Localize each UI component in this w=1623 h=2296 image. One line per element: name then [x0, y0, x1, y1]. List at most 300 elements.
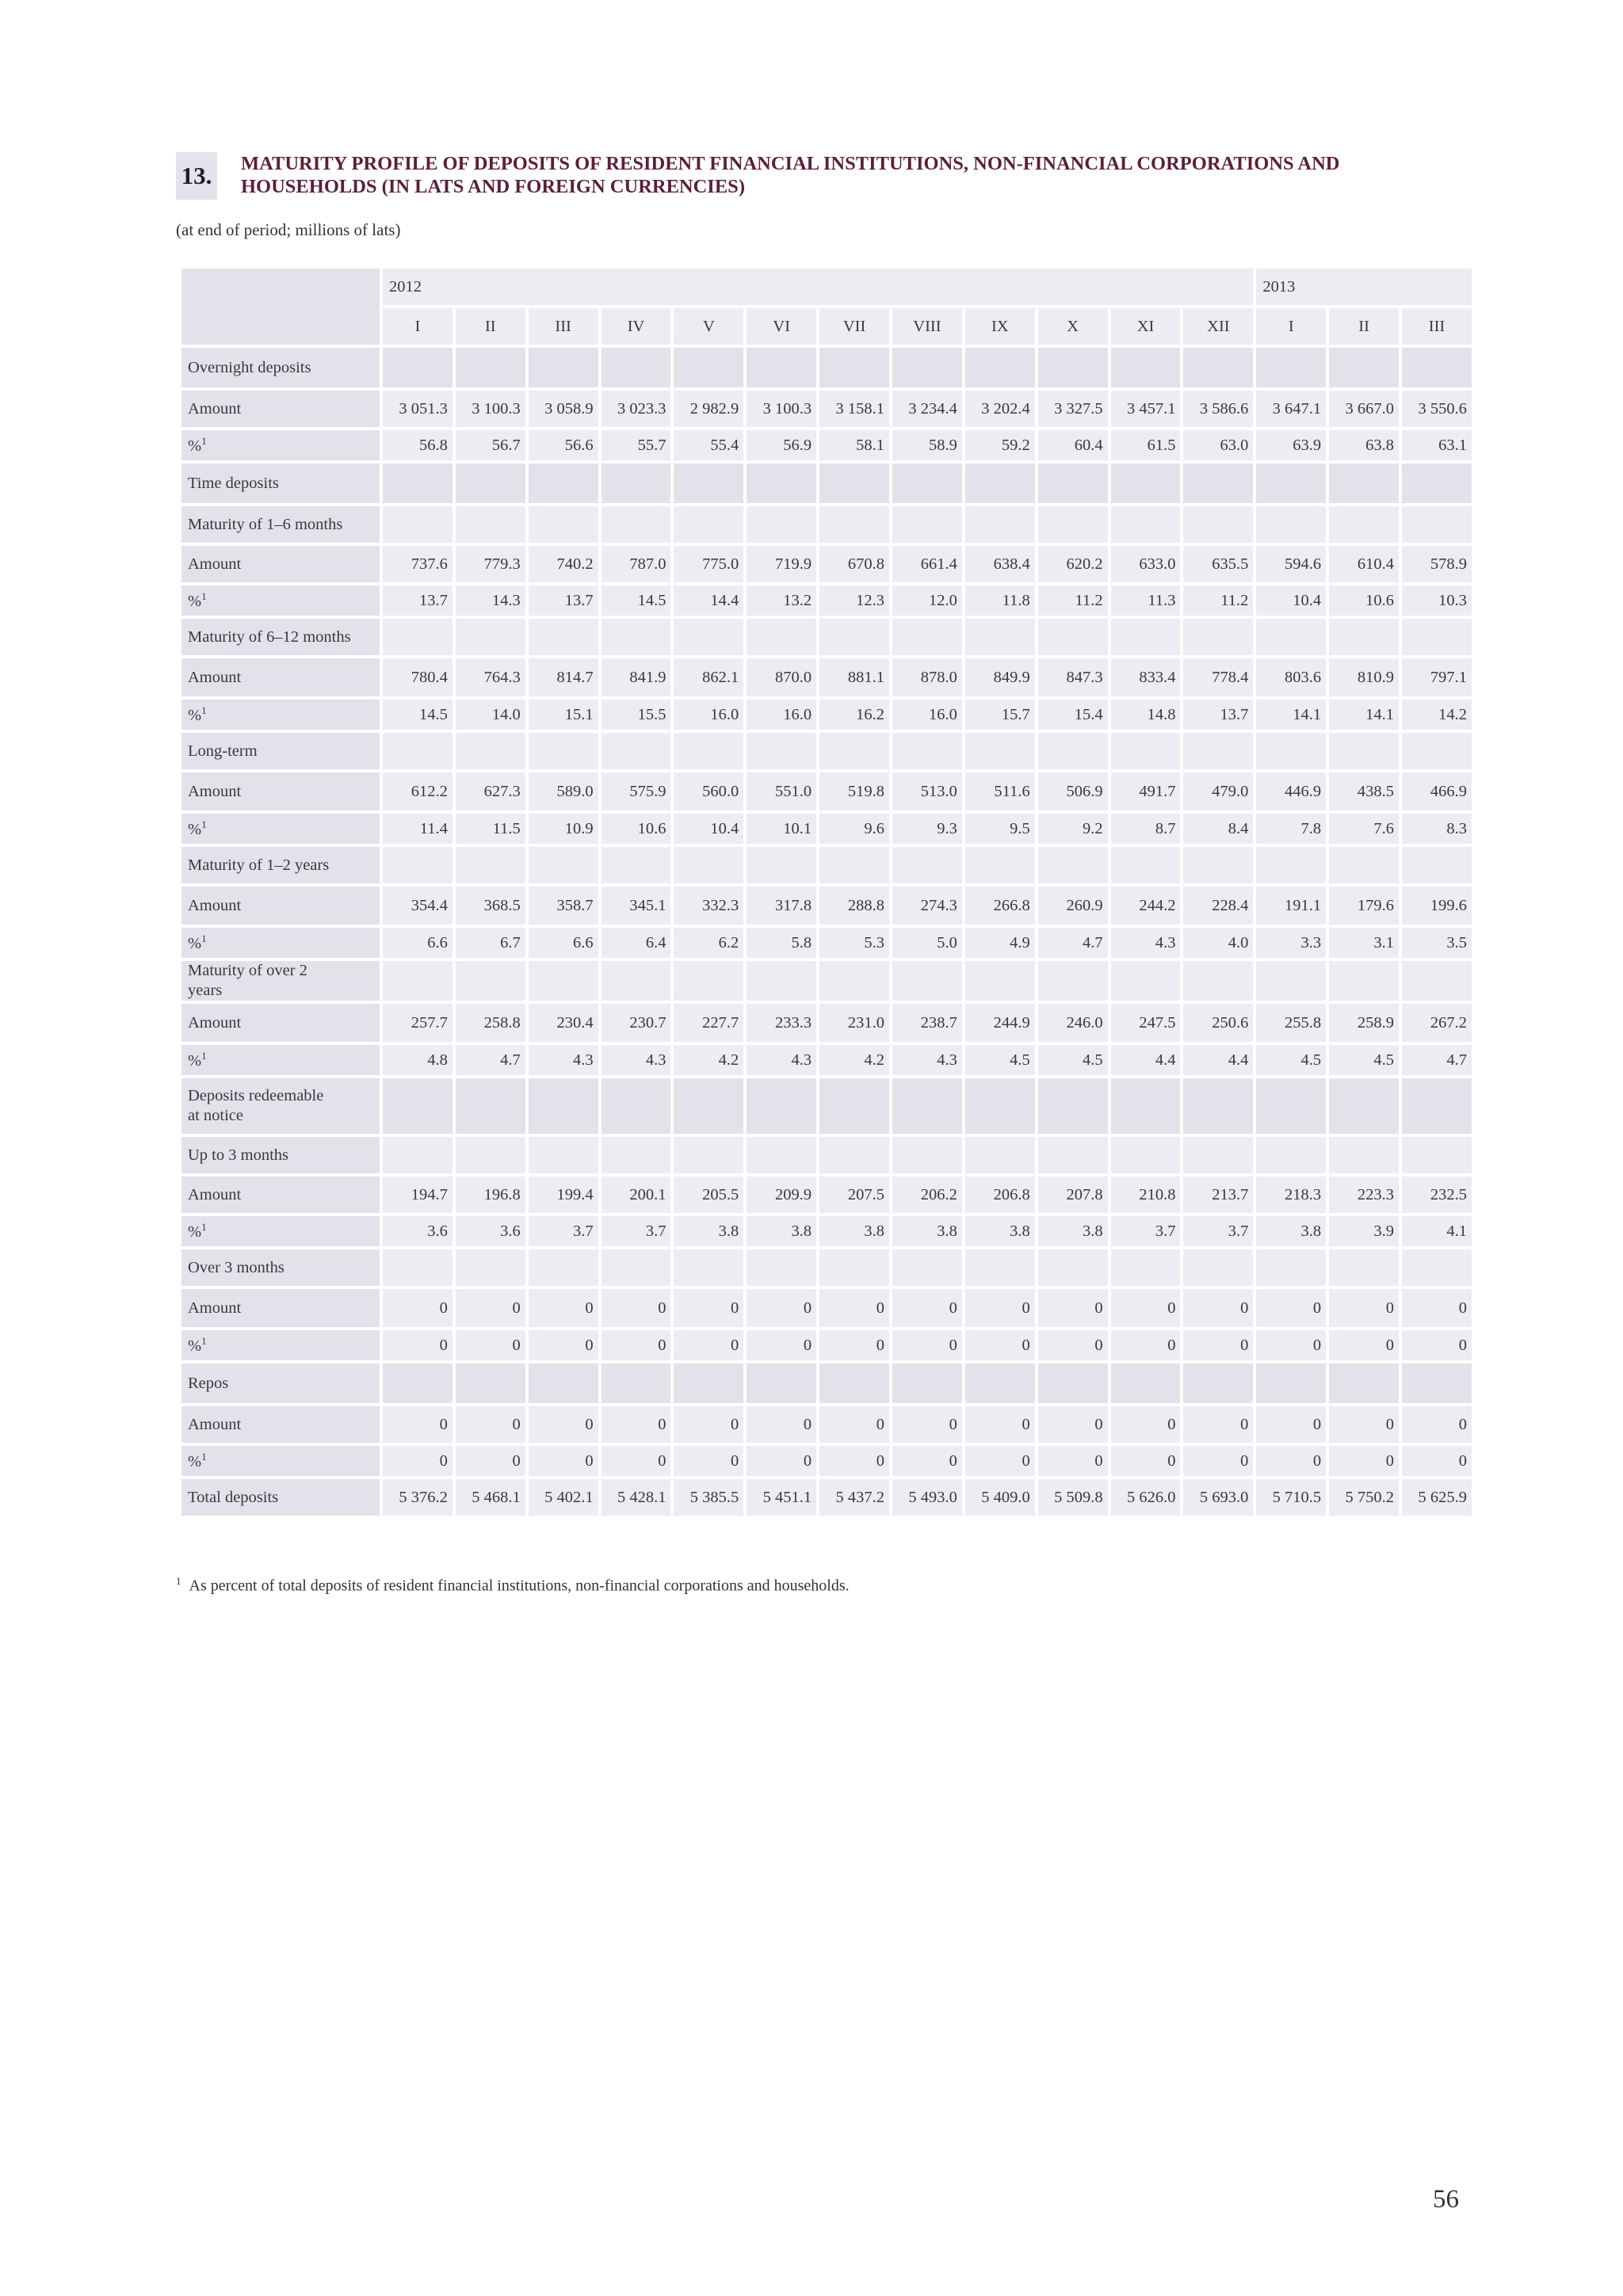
value-cell: 0 [1111, 1330, 1181, 1360]
value-cell [383, 1363, 453, 1403]
value-cell: 4.2 [674, 1045, 743, 1075]
row-label-text: % [188, 1051, 202, 1070]
value-cell: 3.8 [1038, 1216, 1108, 1246]
value-cell: 0 [1329, 1330, 1399, 1360]
value-cell [1183, 348, 1253, 387]
value-cell: 4.1 [1402, 1216, 1472, 1246]
value-cell: 205.5 [674, 1177, 743, 1213]
footnote-ref: 1 [201, 704, 207, 717]
value-cell: 0 [892, 1330, 962, 1360]
value-cell: 3.8 [747, 1216, 816, 1246]
value-cell [529, 506, 598, 543]
value-cell: 11.5 [456, 814, 525, 844]
value-cell [601, 348, 671, 387]
value-cell: 511.6 [965, 772, 1035, 810]
value-cell: 0 [1038, 1406, 1108, 1443]
value-cell: 332.3 [674, 887, 743, 925]
value-cell: 5 428.1 [601, 1479, 671, 1516]
value-cell: 0 [383, 1330, 453, 1360]
value-cell: 0 [601, 1289, 671, 1327]
row-label [181, 1446, 380, 1476]
value-cell [1402, 1249, 1472, 1286]
value-cell: 4.8 [383, 1045, 453, 1075]
value-cell: 179.6 [1329, 887, 1399, 925]
value-cell: 3.7 [1111, 1216, 1181, 1246]
table-row [181, 1216, 1472, 1246]
value-cell: 0 [601, 1406, 671, 1443]
footnote-ref: 1 [201, 1451, 207, 1463]
value-cell: 627.3 [456, 772, 525, 810]
footnote-ref: 1 [201, 435, 207, 448]
table-subtitle: (at end of period; millions of lats) [176, 220, 401, 239]
value-cell: 191.1 [1256, 887, 1326, 925]
value-cell [1256, 847, 1326, 883]
value-cell: 16.0 [892, 700, 962, 730]
row-label [181, 1330, 380, 1360]
value-cell [747, 847, 816, 883]
value-cell [892, 847, 962, 883]
value-cell: 0 [383, 1406, 453, 1443]
table-row [181, 430, 1472, 460]
value-cell: 5.0 [892, 928, 962, 958]
value-cell: 8.3 [1402, 814, 1472, 844]
value-cell: 4.5 [1329, 1045, 1399, 1075]
month-header-cell: II [1329, 308, 1399, 345]
value-cell: 0 [1038, 1330, 1108, 1360]
value-cell [601, 961, 671, 1001]
value-cell: 0 [819, 1330, 889, 1360]
value-cell: 847.3 [1038, 658, 1108, 696]
value-cell [1183, 506, 1253, 543]
value-cell: 0 [456, 1330, 525, 1360]
value-cell [601, 1078, 671, 1134]
value-cell [747, 1078, 816, 1134]
value-cell [456, 619, 525, 655]
value-cell [1329, 847, 1399, 883]
value-cell [892, 961, 962, 1001]
value-cell: 223.3 [1329, 1177, 1399, 1213]
value-cell: 14.0 [456, 700, 525, 730]
value-cell: 8.4 [1183, 814, 1253, 844]
table-body [181, 348, 1472, 1516]
table-row [181, 700, 1472, 730]
value-cell [456, 961, 525, 1001]
value-cell: 210.8 [1111, 1177, 1181, 1213]
value-cell: 0 [456, 1406, 525, 1443]
value-cell [1111, 1363, 1181, 1403]
value-cell [601, 463, 671, 503]
value-cell: 0 [529, 1446, 598, 1476]
value-cell: 3 647.1 [1256, 391, 1326, 427]
value-cell: 0 [965, 1330, 1035, 1360]
row-label [181, 1078, 380, 1134]
value-cell: 0 [747, 1289, 816, 1327]
value-cell: 3.1 [1329, 928, 1399, 958]
value-cell [1402, 733, 1472, 769]
value-cell [1256, 506, 1326, 543]
value-cell: 4.3 [892, 1045, 962, 1075]
row-label [181, 1249, 380, 1286]
value-cell: 491.7 [1111, 772, 1181, 810]
row-label-text: % [188, 934, 202, 952]
value-cell: 4.2 [819, 1045, 889, 1075]
value-cell [1329, 733, 1399, 769]
row-label-text: Maturity of 1–6 months [188, 515, 343, 533]
value-cell: 4.3 [747, 1045, 816, 1075]
value-cell [529, 1137, 598, 1173]
value-cell [965, 348, 1035, 387]
value-cell: 3.6 [383, 1216, 453, 1246]
value-cell [529, 619, 598, 655]
value-cell: 3 158.1 [819, 391, 889, 427]
value-cell: 0 [601, 1446, 671, 1476]
value-cell [747, 463, 816, 503]
value-cell [965, 847, 1035, 883]
value-cell [529, 733, 598, 769]
value-cell: 345.1 [601, 887, 671, 925]
value-cell [747, 506, 816, 543]
value-cell [601, 847, 671, 883]
value-cell: 3 100.3 [747, 391, 816, 427]
value-cell: 0 [965, 1289, 1035, 1327]
table-row [181, 391, 1472, 427]
value-cell [601, 1363, 671, 1403]
value-cell [1402, 463, 1472, 503]
value-cell: 200.1 [601, 1177, 671, 1213]
value-cell: 3.8 [892, 1216, 962, 1246]
value-cell [1111, 847, 1181, 883]
value-cell: 354.4 [383, 887, 453, 925]
value-cell [456, 348, 525, 387]
value-cell: 3.7 [529, 1216, 598, 1246]
value-cell [747, 1137, 816, 1173]
table-row [181, 1045, 1472, 1075]
section-row [181, 1363, 1472, 1403]
value-cell: 230.7 [601, 1004, 671, 1042]
section-row [181, 463, 1472, 503]
table-row [181, 887, 1472, 925]
value-cell [892, 463, 962, 503]
value-cell: 0 [601, 1330, 671, 1360]
value-cell: 8.7 [1111, 814, 1181, 844]
row-label [181, 1216, 380, 1246]
value-cell [674, 506, 743, 543]
footnote-ref: 1 [201, 933, 207, 945]
value-cell [892, 1249, 962, 1286]
value-cell: 6.7 [456, 928, 525, 958]
row-label [181, 887, 380, 925]
value-cell: 15.1 [529, 700, 598, 730]
value-cell: 6.2 [674, 928, 743, 958]
value-cell: 740.2 [529, 546, 598, 582]
value-cell [601, 619, 671, 655]
value-cell [1256, 733, 1326, 769]
value-cell: 11.3 [1111, 585, 1181, 616]
row-label [181, 658, 380, 696]
row-label [181, 961, 380, 1001]
value-cell: 0 [819, 1446, 889, 1476]
row-label [181, 928, 380, 958]
group-row [181, 733, 1472, 769]
value-cell [383, 1137, 453, 1173]
month-header-cell: VIII [892, 308, 962, 345]
value-cell: 59.2 [965, 430, 1035, 460]
value-cell: 0 [892, 1406, 962, 1443]
value-cell: 9.6 [819, 814, 889, 844]
value-cell [1329, 1363, 1399, 1403]
value-cell [383, 1078, 453, 1134]
value-cell: 228.4 [1183, 887, 1253, 925]
value-cell [456, 463, 525, 503]
table-row [181, 1406, 1472, 1443]
value-cell [1329, 1137, 1399, 1173]
value-cell [383, 1249, 453, 1286]
value-cell: 0 [965, 1446, 1035, 1476]
value-cell [1329, 1078, 1399, 1134]
month-header-cell: I [1256, 308, 1326, 345]
value-cell [674, 1363, 743, 1403]
row-label-text: Amount [188, 1299, 242, 1317]
value-cell: 60.4 [1038, 430, 1108, 460]
value-cell: 5 437.2 [819, 1479, 889, 1516]
value-cell: 206.8 [965, 1177, 1035, 1213]
value-cell: 244.2 [1111, 887, 1181, 925]
value-cell [674, 348, 743, 387]
value-cell: 5 376.2 [383, 1479, 453, 1516]
value-cell: 0 [1038, 1446, 1108, 1476]
value-cell: 787.0 [601, 546, 671, 582]
value-cell: 274.3 [892, 887, 962, 925]
value-cell [965, 1363, 1035, 1403]
value-cell: 0 [1111, 1289, 1181, 1327]
row-label-text: % [188, 1337, 202, 1355]
value-cell [1256, 961, 1326, 1001]
value-cell: 14.5 [601, 585, 671, 616]
value-cell: 14.5 [383, 700, 453, 730]
value-cell [819, 961, 889, 1001]
value-cell: 575.9 [601, 772, 671, 810]
value-cell [1256, 1249, 1326, 1286]
value-cell: 0 [1402, 1406, 1472, 1443]
value-cell: 3 667.0 [1329, 391, 1399, 427]
value-cell: 244.9 [965, 1004, 1035, 1042]
row-label [181, 1045, 380, 1075]
value-cell: 661.4 [892, 546, 962, 582]
row-label [181, 619, 380, 655]
value-cell [456, 1137, 525, 1173]
footnote-ref: 1 [201, 1221, 207, 1234]
value-cell [601, 1137, 671, 1173]
value-cell: 63.0 [1183, 430, 1253, 460]
table-row [181, 928, 1472, 958]
value-cell [1038, 1078, 1108, 1134]
value-cell [674, 1249, 743, 1286]
value-cell: 0 [1111, 1406, 1181, 1443]
value-cell: 9.5 [965, 814, 1035, 844]
value-cell [965, 1078, 1035, 1134]
value-cell: 719.9 [747, 546, 816, 582]
value-cell [1256, 1078, 1326, 1134]
value-cell: 3 202.4 [965, 391, 1035, 427]
value-cell: 14.3 [456, 585, 525, 616]
row-label [181, 430, 380, 460]
value-cell: 10.3 [1402, 585, 1472, 616]
value-cell: 4.3 [1111, 928, 1181, 958]
table-row [181, 1289, 1472, 1327]
value-cell: 3 023.3 [601, 391, 671, 427]
value-cell: 7.8 [1256, 814, 1326, 844]
value-cell [1038, 1249, 1108, 1286]
value-cell: 612.2 [383, 772, 453, 810]
value-cell [674, 1078, 743, 1134]
value-cell: 16.2 [819, 700, 889, 730]
value-cell: 833.4 [1111, 658, 1181, 696]
value-cell [1038, 847, 1108, 883]
value-cell [819, 348, 889, 387]
value-cell: 288.8 [819, 887, 889, 925]
value-cell [1111, 506, 1181, 543]
value-cell: 58.9 [892, 430, 962, 460]
value-cell: 0 [1183, 1446, 1253, 1476]
value-cell [1402, 1363, 1472, 1403]
value-cell [819, 619, 889, 655]
value-cell [1402, 1137, 1472, 1173]
value-cell [674, 619, 743, 655]
value-cell: 55.4 [674, 430, 743, 460]
value-cell: 578.9 [1402, 546, 1472, 582]
value-cell [456, 733, 525, 769]
value-cell: 4.5 [1038, 1045, 1108, 1075]
value-cell: 5 409.0 [965, 1479, 1035, 1516]
value-cell [819, 463, 889, 503]
value-cell [1111, 463, 1181, 503]
row-label-text: Maturity of over 2 years [188, 962, 307, 999]
value-cell: 446.9 [1256, 772, 1326, 810]
value-cell: 14.1 [1329, 700, 1399, 730]
value-cell [1183, 847, 1253, 883]
value-cell: 63.8 [1329, 430, 1399, 460]
value-cell [1402, 348, 1472, 387]
value-cell [601, 506, 671, 543]
value-cell: 238.7 [892, 1004, 962, 1042]
value-cell: 3.8 [819, 1216, 889, 1246]
value-cell [892, 619, 962, 655]
row-label-text: Amount [188, 896, 242, 914]
value-cell: 13.7 [383, 585, 453, 616]
value-cell: 0 [456, 1289, 525, 1327]
row-label-text: Amount [188, 1185, 242, 1203]
row-label [181, 1289, 380, 1327]
value-cell [1402, 847, 1472, 883]
value-cell [1402, 506, 1472, 543]
header-corner-cell [181, 269, 380, 345]
row-label-text: Over 3 months [188, 1258, 285, 1276]
value-cell [674, 1137, 743, 1173]
value-cell: 56.8 [383, 430, 453, 460]
month-header-cell: III [1402, 308, 1472, 345]
month-header-cell: IX [965, 308, 1035, 345]
value-cell [1038, 348, 1108, 387]
row-label-text: Amount [188, 1415, 242, 1433]
section-row [181, 348, 1472, 387]
value-cell: 2 982.9 [674, 391, 743, 427]
value-cell: 5 750.2 [1329, 1479, 1399, 1516]
table-row [181, 1177, 1472, 1213]
value-cell: 797.1 [1402, 658, 1472, 696]
value-cell: 778.4 [1183, 658, 1253, 696]
value-cell [819, 1249, 889, 1286]
value-cell: 0 [747, 1446, 816, 1476]
value-cell [383, 733, 453, 769]
value-cell [965, 961, 1035, 1001]
value-cell: 358.7 [529, 887, 598, 925]
value-cell: 260.9 [1038, 887, 1108, 925]
value-cell: 10.6 [601, 814, 671, 844]
value-cell [1111, 619, 1181, 655]
value-cell: 0 [819, 1289, 889, 1327]
value-cell: 560.0 [674, 772, 743, 810]
value-cell: 5.3 [819, 928, 889, 958]
value-cell [892, 1078, 962, 1134]
year-header-row [181, 269, 1472, 305]
value-cell [1038, 961, 1108, 1001]
value-cell: 255.8 [1256, 1004, 1326, 1042]
value-cell: 5 468.1 [456, 1479, 525, 1516]
row-label-text: Amount [188, 555, 242, 573]
row-label [181, 1479, 380, 1516]
value-cell: 233.3 [747, 1004, 816, 1042]
value-cell: 11.2 [1038, 585, 1108, 616]
month-header-cell: VII [819, 308, 889, 345]
value-cell: 5 402.1 [529, 1479, 598, 1516]
value-cell [1038, 506, 1108, 543]
value-cell: 4.7 [456, 1045, 525, 1075]
value-cell [1038, 1363, 1108, 1403]
value-cell: 3 550.6 [1402, 391, 1472, 427]
value-cell [674, 463, 743, 503]
value-cell [819, 733, 889, 769]
year-2013-header: 2013 [1256, 269, 1472, 305]
value-cell: 5 509.8 [1038, 1479, 1108, 1516]
value-cell [1329, 463, 1399, 503]
table-row [181, 546, 1472, 582]
value-cell [965, 619, 1035, 655]
value-cell [965, 463, 1035, 503]
value-cell: 3 058.9 [529, 391, 598, 427]
value-cell: 6.6 [529, 928, 598, 958]
row-label [181, 1137, 380, 1173]
value-cell: 0 [674, 1446, 743, 1476]
value-cell [1111, 1078, 1181, 1134]
row-label-text: Total deposits [188, 1488, 279, 1506]
footnote-marker: 1 [176, 1575, 181, 1587]
value-cell [601, 733, 671, 769]
value-cell [1256, 348, 1326, 387]
value-cell: 267.2 [1402, 1004, 1472, 1042]
value-cell: 3.6 [456, 1216, 525, 1246]
value-cell: 780.4 [383, 658, 453, 696]
value-cell: 10.6 [1329, 585, 1399, 616]
value-cell: 13.7 [1183, 700, 1253, 730]
value-cell [1256, 463, 1326, 503]
group-row [181, 1249, 1472, 1286]
value-cell: 0 [383, 1446, 453, 1476]
value-cell: 58.1 [819, 430, 889, 460]
value-cell: 4.4 [1183, 1045, 1253, 1075]
value-cell [456, 847, 525, 883]
value-cell [383, 348, 453, 387]
value-cell [1038, 733, 1108, 769]
